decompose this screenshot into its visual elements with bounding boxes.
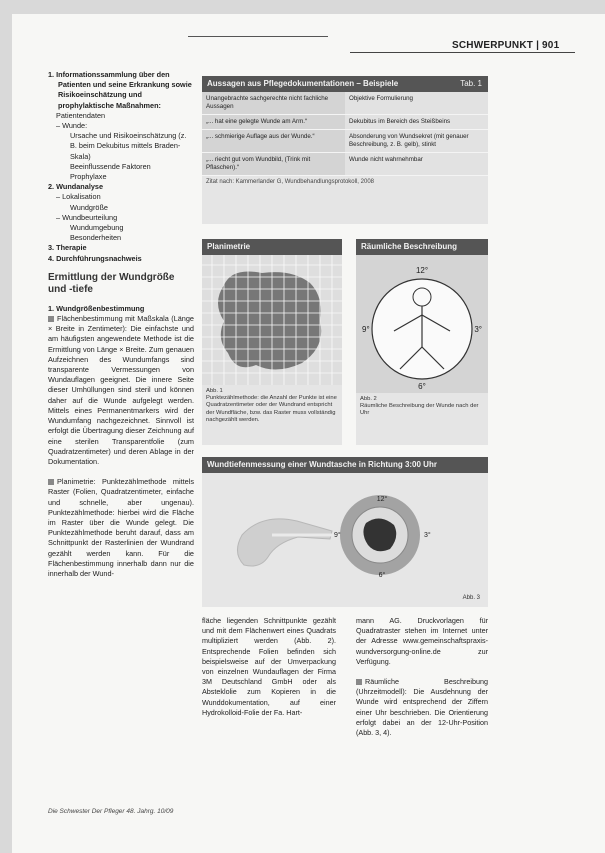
table-row: „... riecht gut vom Wundbild, (Trink mit Pflaschen).“ Wunde nicht wahrnehmbar xyxy=(202,153,488,176)
planimetry-title-bar: Planimetrie xyxy=(202,239,342,255)
section-header: SCHWERPUNKT | 901 xyxy=(452,40,560,51)
spatial-caption: Abb. 2 Räumliche Beschreibung der Wunde nach der Uhr xyxy=(360,396,479,417)
list-subitem: – Wunde: xyxy=(56,121,88,131)
list-subitem: Besonderheiten xyxy=(70,233,122,243)
subsection-title: 1. Wundgrößenbestimmung xyxy=(48,303,145,313)
table-row: „... schmierige Auflage aus der Wunde.“ Absonderung von Wundsekret (mit genauer Beschreibung, z. B. gelb), stinkt xyxy=(202,130,488,153)
list-subitem: Wundumgebung xyxy=(70,223,124,233)
list-subitem: Patientendaten xyxy=(56,110,106,120)
table-footnote: Zitat nach: Kammerlander G, Wundbehandlungsprotokoll, 2008 xyxy=(206,179,374,185)
column-3-text: mann AG. Druckvorlagen für Quadratraster stehen im Internet unter der Adresse www.gemeinschaftspraxis-wundversorgung-online.de zur Verfügung. Räumliche Beschreibung (Uhrzeitmodell): Die Ausdehnung der Wunde wird entsprechend der Ziffern einer Uhr beschrieben. Die Orientierung erfolgt dabei an der 12-Uhr-Position (Abb. 3, 4). xyxy=(356,616,488,738)
list-subitem: Wundgröße xyxy=(70,202,108,212)
depth-box xyxy=(202,457,488,607)
clock-figure xyxy=(356,255,488,393)
section-title: Ermittlung der Wundgröße und -tiefe xyxy=(48,271,175,295)
column-2-text: fläche liegenden Schnittpunkte gezählt und mit dem Flächenwert eines Quadrats multipliziert werden (Abb. 2). Entsprechende Folien befinden sich beispielsweise auf der Umverpackung von einzelnen Wundauflagen der Firma 3M Deutschland GmbH oder als Absteklolie zum Kopieren in die Wunddokumentation, auf einer Hydrokolloid-Folie der Fa. Hart- xyxy=(202,616,336,717)
spatial-box xyxy=(356,239,488,445)
list-subitem: – Wundbeurteilung xyxy=(56,212,118,222)
depth-figure xyxy=(202,473,488,607)
clock-label-top: 12° xyxy=(415,266,429,275)
paragraph-2: Planimetrie: Punktezählmethode mittels Raster (Folien, Quadratzentimeter, einfache und schnelle, aber ungenau). Punktezählmethode: hierbei wird die Fläche im Raster über die Wunde gelegt. Die Punktezählmethode beruht darauf, dass am Schnittpunkt der Rasterlinien der Wundrand gezählt werden kann. Für die Flächenbestimmung innerhalb dann nur die innerhalb der Wund- xyxy=(48,477,195,578)
table-row: „... hat eine gelegte Wunde am Arm.“ Dekubitus im Bereich des Steißbeins xyxy=(202,115,488,130)
depth-label-top: 12° xyxy=(376,496,388,503)
depth-label-bottom: 6° xyxy=(378,572,386,579)
depth-label-left: 9° xyxy=(334,532,341,539)
clock-label-bottom: 6° xyxy=(418,382,426,391)
list-item: 4. Durchführungsnachweis xyxy=(48,253,142,263)
clock-label-right: 3° xyxy=(474,325,482,334)
header-rule xyxy=(350,52,575,53)
square-bullet-icon xyxy=(356,679,362,685)
documentation-table xyxy=(202,92,488,176)
square-bullet-icon xyxy=(48,316,54,322)
depth-abb-label: Abb. 3 xyxy=(462,595,480,601)
square-bullet-icon xyxy=(48,479,54,485)
list-item: 2. Wundanalyse xyxy=(48,182,104,192)
table-row: Unangebrachte sachgerechte nicht fachliche Aussagen Objektive Formulierung xyxy=(202,92,488,115)
table-box xyxy=(202,76,488,224)
depth-label-right: 3° xyxy=(424,532,431,539)
planimetry-caption: Abb. 1 Punktezählmethode: die Anzahl der Punkte ist eine Quadratzentimeter oder der Wundrand entspricht der Wundfläche, bzw. das Raster muss vollständig nachgezählt werden. xyxy=(206,388,337,423)
page-footer: Die Schwester Der Pfleger 48. Jahrg. 10/09 xyxy=(48,808,174,815)
planimetry-grid-figure xyxy=(202,255,342,385)
clock-label-left: 9° xyxy=(362,325,370,334)
header-line xyxy=(188,36,328,37)
list-subitem: Ursache und Risikoeinschätzung (z. B. beim Dekubitus mittels Braden-Skala) xyxy=(70,131,187,161)
table-title-bar: Aussagen aus Pflegedokumentationen – Beispiele Tab. 1 xyxy=(202,76,488,92)
list-item: 1. Informationssammlung über den Patienten und seine Erkrankung sowie Risikoeinschätzung und prophylaktische Maßnahmen: xyxy=(48,70,192,110)
list-subitem: – Lokalisation xyxy=(56,192,101,202)
depth-title-bar: Wundtiefenmessung einer Wundtasche in Richtung 3:00 Uhr xyxy=(202,457,488,473)
list-subitem: Prophylaxe xyxy=(70,172,107,182)
paragraph-1: Flächenbestimmung mit Maßskala (Länge × Breite in Zentimeter): Die einfachste und am häufigsten angewendete Methode ist die Ermittlung von Länge × Breite. Zum genauen Aufzeichnen des Wundumfangs sind transparente Vermessungen von Wundauflagen geeignet. Die innere Seite dieser Umhüllungen sind steril und können daher auf die Wunde aufgelegt werden. Mittels eines Permanentmarkers wird der Wundumfang nachgezeichnet. Sinnvoll ist erfolgt die Übertragung dieser Zeichnung auf eine sterilen Transparentfolie (zum Quadratzentimeter) und deren Ablage in der Dokumentation. xyxy=(48,314,194,466)
planimetry-box xyxy=(202,239,342,445)
left-column xyxy=(48,70,194,579)
list-item: 3. Therapie xyxy=(48,243,87,253)
spatial-title-bar: Räumliche Beschreibung xyxy=(356,239,488,255)
list-subitem: Beeinflussende Faktoren xyxy=(70,161,151,171)
